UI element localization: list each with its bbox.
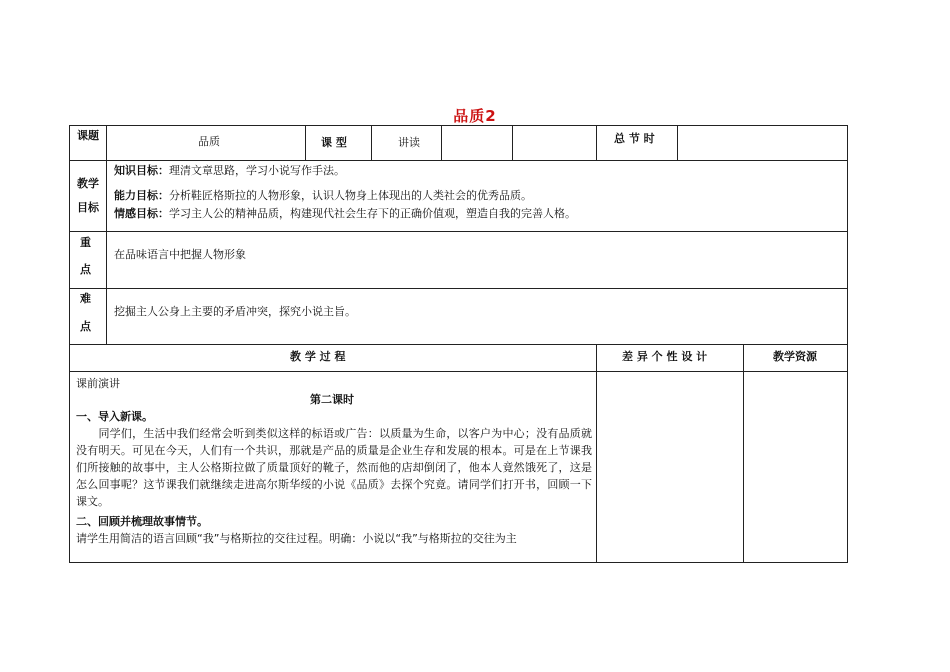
plot-review-paragraph: 请学生用简洁的语言回顾“我”与格斯拉的交往过程。明确：小说以“我”与格斯拉的交往为主	[76, 532, 517, 545]
key-point-label: 重	[80, 236, 91, 249]
intro-paragraph: 同学们，生活中我们经常会听到类似这样的标语或广告：以质量为生命，以客户为中心；没有品质就没有明天。可见在今天，人们有一个共识，那就是产品的质量是企业生存和发展的根本。可是在上节课我们所接触的故事中，主人公格斯拉做了质量顶好的靴子，然而他的店却倒闭了，他本人竟然饿死了，这是怎么回事呢？这节课我们就继续走进高尔斯华绥的小说《品质》去探个究竟。请同学们打开书，回顾一下课文。	[76, 427, 592, 508]
topic-label: 课题	[77, 129, 99, 142]
row-divider	[70, 371, 847, 372]
process-header: 教 学 过 程	[290, 350, 346, 363]
pre-class-speech: 课前演讲	[76, 377, 120, 390]
row-divider	[70, 231, 847, 232]
col-divider	[512, 126, 513, 160]
key-point-label: 点	[80, 263, 91, 276]
col-divider	[743, 344, 744, 562]
difficulty-label: 难	[80, 292, 91, 305]
row-divider	[70, 344, 847, 345]
difficulty-text: 挖掘主人公身上主要的矛盾冲突，探究小说主旨。	[114, 305, 356, 318]
lesson-plan-table	[69, 125, 848, 563]
lesson-type-label: 课 型	[321, 136, 347, 149]
col-divider	[305, 126, 306, 160]
document-title: 品质2	[453, 107, 497, 125]
col-divider	[596, 126, 597, 160]
col-divider	[677, 126, 678, 160]
col-divider	[596, 344, 597, 562]
col-divider	[371, 126, 372, 160]
section-heading: 二、回顾并梳理故事情节。	[76, 515, 208, 528]
goals-label: 教学目标	[77, 177, 99, 214]
lesson-type-value: 讲读	[398, 136, 420, 149]
col-divider	[106, 126, 107, 344]
key-point-text: 在品味语言中把握人物形象	[114, 248, 246, 261]
row-divider	[70, 288, 847, 289]
row-divider	[70, 160, 847, 161]
emotion-goal: 情感目标：学习主人公的精神品质，构建现代社会生存下的正确价值观，塑造自我的完善人格。	[114, 207, 576, 220]
lesson-heading: 第二课时	[310, 393, 354, 406]
resources-header: 教学资源	[773, 350, 817, 363]
knowledge-goal: 知识目标：理清文章思路，学习小说写作手法。	[114, 164, 345, 177]
difficulty-label: 点	[80, 320, 91, 333]
total-hours-label: 总 节 时	[614, 132, 655, 145]
section-heading: 一、导入新课。	[76, 410, 153, 423]
differentiated-design-header: 差 异 个 性 设 计	[622, 350, 708, 363]
ability-goal: 能力目标：分析鞋匠格斯拉的人物形象，认识人物身上体现出的人类社会的优秀品质。	[114, 189, 532, 202]
topic-value: 品质	[198, 135, 220, 148]
col-divider	[441, 126, 442, 160]
